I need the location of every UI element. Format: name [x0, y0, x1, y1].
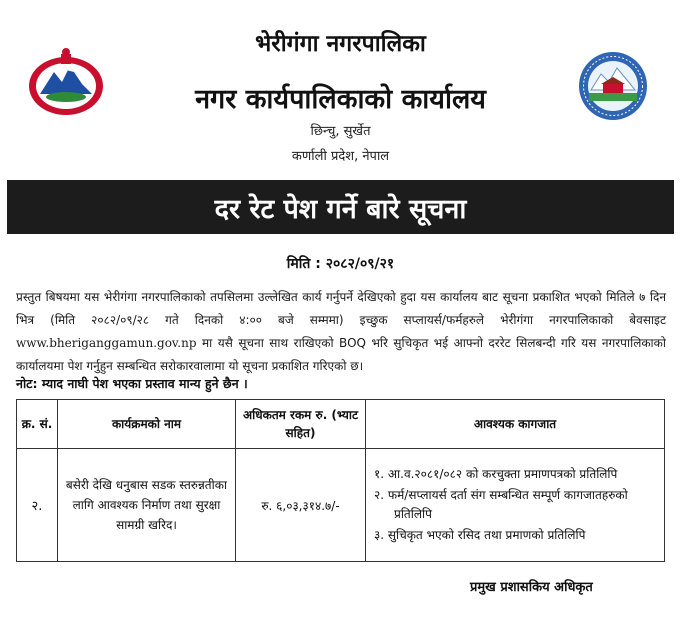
notice-note: नोट: म्याद नाघी पेश भएका प्रस्ताव मान्य हुने छैन । — [16, 376, 248, 391]
municipality-logo-icon — [577, 50, 649, 122]
notice-title-banner — [7, 180, 674, 234]
body-part1: प्रस्तुत बिषयमा यस भेरीगंगा नगरपालिकाको तपसिलमा उल्लेखित कार्य गर्नुपर्ने देखिएको हुदा यस कार्यालय बाट सूचना प्रकाशित भएको मितिले ७ दिन भित्र (मिति २०८२/०९/२८ गते दिनको ४:०० बजे सम्ममा) इच्छुक सप्लायर्स/फर्महरुले भेरीगंगा नगरपालिकाको बेवसाइट — [16, 290, 666, 327]
table-row — [17, 449, 665, 562]
office-name: नगर कार्यपालिकाको कार्यालय — [195, 84, 486, 115]
document-item: १. आ.व.२०८१/०८२ को करचुक्ता प्रमाणपत्रको प्रतिलिपि — [374, 467, 618, 481]
row-program: बसेरी देखि धनुबास सडक स्तरुन्नतीका लागि आवश्यक निर्माण तथा सुरक्षा सामग्री खरिद। — [58, 449, 236, 562]
row-serial: २. — [17, 449, 58, 562]
organization-name: भेरीगंगा नगरपालिका — [255, 30, 426, 57]
document-item: ३. सुचिकृत भएको रसिद तथा प्रमाणको प्रतिलिपि — [374, 528, 586, 542]
letterhead — [0, 0, 681, 178]
notice-date: मिति : २०८२/०९/२१ — [286, 256, 395, 272]
signatory-title: प्रमुख प्रशासकिय अधिकृत — [470, 580, 593, 595]
header-serial: क्र. सं. — [17, 400, 58, 449]
document-item: २. फर्म/सप्लायर्स दर्ता संग सम्बन्धित सम्पूर्ण कागजातहरुको प्रतिलिपि — [374, 488, 628, 521]
header-program: कार्यक्रमको नाम — [58, 400, 236, 449]
address-province: कर्णाली प्रदेश, नेपाल — [291, 149, 390, 164]
table-header-row — [17, 400, 665, 449]
notice-body — [16, 286, 666, 378]
row-documents — [366, 449, 665, 562]
header-documents: आवश्यक कागजात — [366, 400, 665, 449]
requirements-table — [16, 399, 665, 562]
notice-title: दर रेट पेश गर्ने बारे सूचना — [214, 193, 467, 225]
website-link[interactable]: www.bheriganggamun.gov.np — [16, 336, 197, 350]
body-part2: मा यसै सूचना साथ राखिएको BOQ भरि सुचिकृत भई आफ्नो दररेट सिलबन्दी गरि यस नगरपालिकाको कार्यालयमा पेश गर्नुहुन सम्बन्धित सरोकारवालामा यो सूचना प्रकाशित गरिएको छ। — [16, 336, 666, 373]
address-city: छिन्चु, सुर्खेत — [310, 124, 371, 139]
header-amount: अधिकतम रकम रु. (भ्याट सहित) — [236, 400, 366, 449]
row-amount: रु. ६,०३,३१४.७/- — [236, 449, 366, 562]
